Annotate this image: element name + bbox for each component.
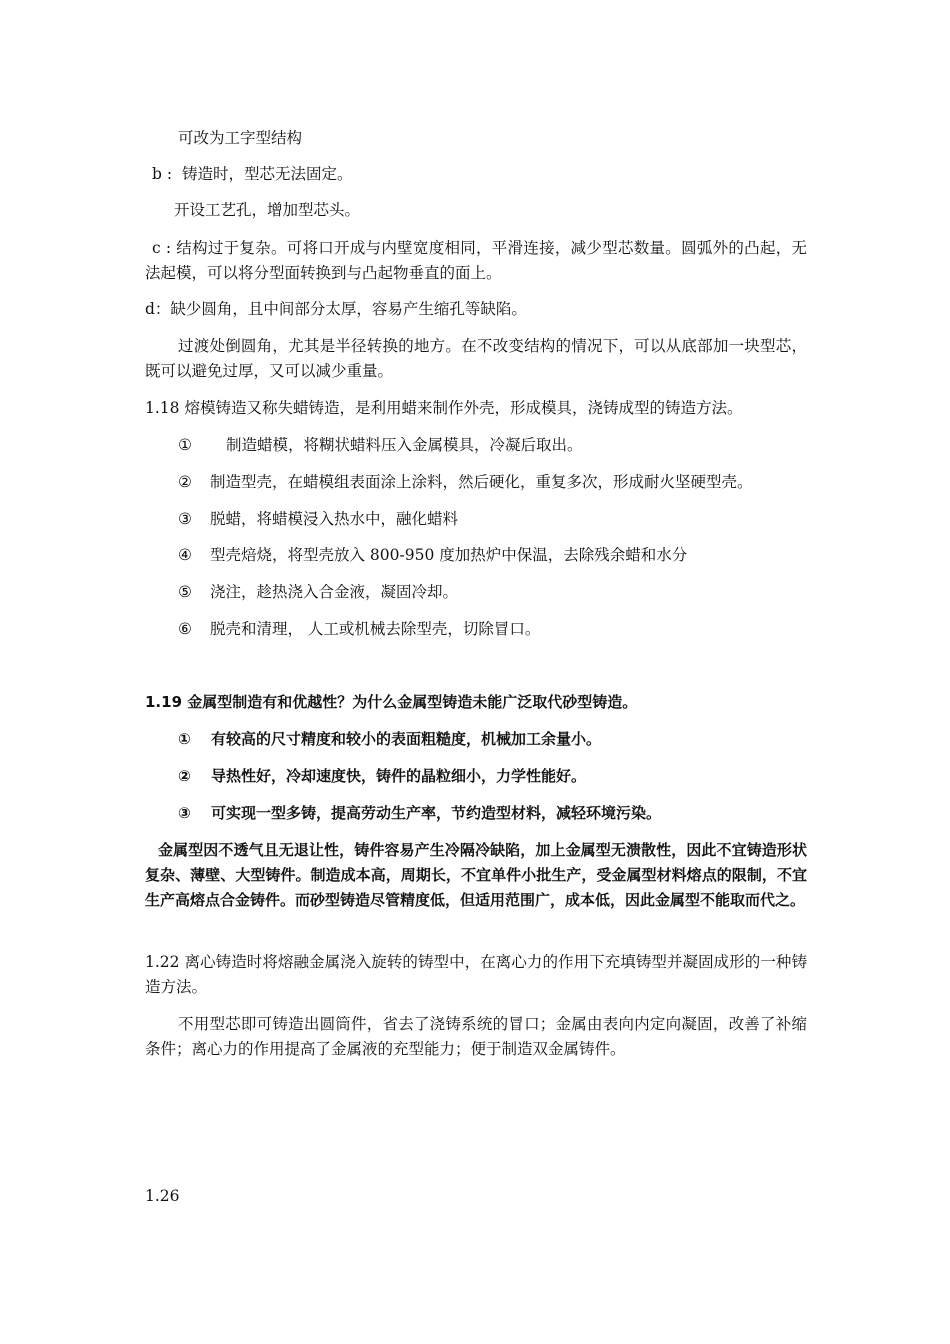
- list-number: ③: [178, 804, 191, 822]
- list-number: ①: [178, 436, 192, 454]
- list-item: [178, 727, 601, 751]
- list-item: [178, 543, 687, 567]
- list-number: ⑤: [178, 583, 192, 601]
- section-122-advantages: 不用型芯即可铸造出圆筒件，省去了浇铸系统的冒口；金属由表向内定向凝固，改善了补缩条件；离心力的作用提高了金属液的充型能力；便于制造双金属铸件。: [145, 1015, 807, 1058]
- section-119-paragraph: 金属型因不透气且无退让性，铸件容易产生冷隔冷缺陷，加上金属型无溃散性，因此不宜铸造形状复杂、薄壁、大型铸件。制造成本高，周期长，不宜单件小批生产，受金属型材料熔点的限制，不宜生产高熔点合金铸件。而砂型铸造尽管精度低，但适用范围广，成本低，因此金属型不能取而代之。: [145, 841, 807, 909]
- list-text: 有较高的尺寸精度和较小的表面粗糙度，机械加工余量小。: [211, 730, 602, 748]
- list-item: [178, 470, 753, 494]
- list-item: [178, 764, 586, 788]
- section-122-paragraph: 1.22 离心铸造时将熔融金属浇入旋转的铸型中，在离心力的作用下充填铸型并凝固成形的一种铸造方法。: [145, 953, 807, 996]
- section-126-heading: 1.26: [145, 1187, 180, 1205]
- list-text: 脱蜡，将蜡模浸入热水中，融化蜡料: [210, 510, 459, 528]
- list-number: ②: [178, 767, 191, 785]
- list-number: ⑥: [178, 620, 192, 638]
- list-item: [178, 580, 458, 604]
- section-119-title: 1.19 金属型制造有和优越性？为什么金属型铸造未能广泛取代砂型铸造。: [145, 693, 638, 711]
- list-text: 导热性好，冷却速度快，铸件的晶粒细小，力学性能好。: [211, 767, 587, 785]
- list-number: ④: [178, 546, 192, 564]
- item-b: [152, 162, 352, 186]
- list-text: 浇注，趁热浇入合金液，凝固冷却。: [210, 583, 459, 601]
- text-line: 可改为工字型结构: [178, 129, 303, 147]
- list-item: [178, 433, 583, 457]
- list-text: 制造型壳，在蜡模组表面涂上涂料，然后硬化，重复多次，形成耐火坚硬型壳。: [210, 473, 753, 491]
- list-item: [178, 507, 458, 531]
- item-d-fix: 过渡处倒圆角，尤其是半径转换的地方。在不改变结构的情况下，可以从底部加一块型芯，既可以避免过厚，又可以减少重量。: [145, 337, 807, 380]
- item-b-text: 铸造时，型芯无法固定。: [181, 165, 353, 183]
- section-118-intro: 1.18 熔模铸造又称失蜡铸造，是利用蜡来制作外壳，形成模具，浇铸成型的铸造方法。: [145, 399, 743, 417]
- list-item: [178, 801, 661, 825]
- item-b-fix: 开设工艺孔，增加型芯头。: [174, 201, 361, 219]
- list-text: 脱壳和清理， 人工或机械去除型壳，切除冒口。: [210, 620, 541, 638]
- list-item: [178, 617, 540, 641]
- list-number: ③: [178, 510, 192, 528]
- list-number: ①: [178, 730, 191, 748]
- list-text: 型壳焙烧，将型壳放入 800-950 度加热炉中保温，去除残余蜡和水分: [210, 546, 688, 564]
- list-number: ②: [178, 473, 192, 491]
- item-c-paragraph: c : 结构过于复杂。可将口开成与内壁宽度相同，平滑连接，减少型芯数量。圆弧外的凸起，无法起模，可以将分型面转换到与凸起物垂直的面上。: [145, 239, 807, 282]
- list-text: 可实现一型多铸，提高劳动生产率，节约造型材料，减轻环境污染。: [211, 804, 662, 822]
- item-b-label: b :: [152, 165, 173, 183]
- item-d: d：缺少圆角，且中间部分太厚，容易产生缩孔等缺陷。: [145, 300, 527, 318]
- list-text: 制造蜡模，将糊状蜡料压入金属模具，冷凝后取出。: [226, 436, 583, 454]
